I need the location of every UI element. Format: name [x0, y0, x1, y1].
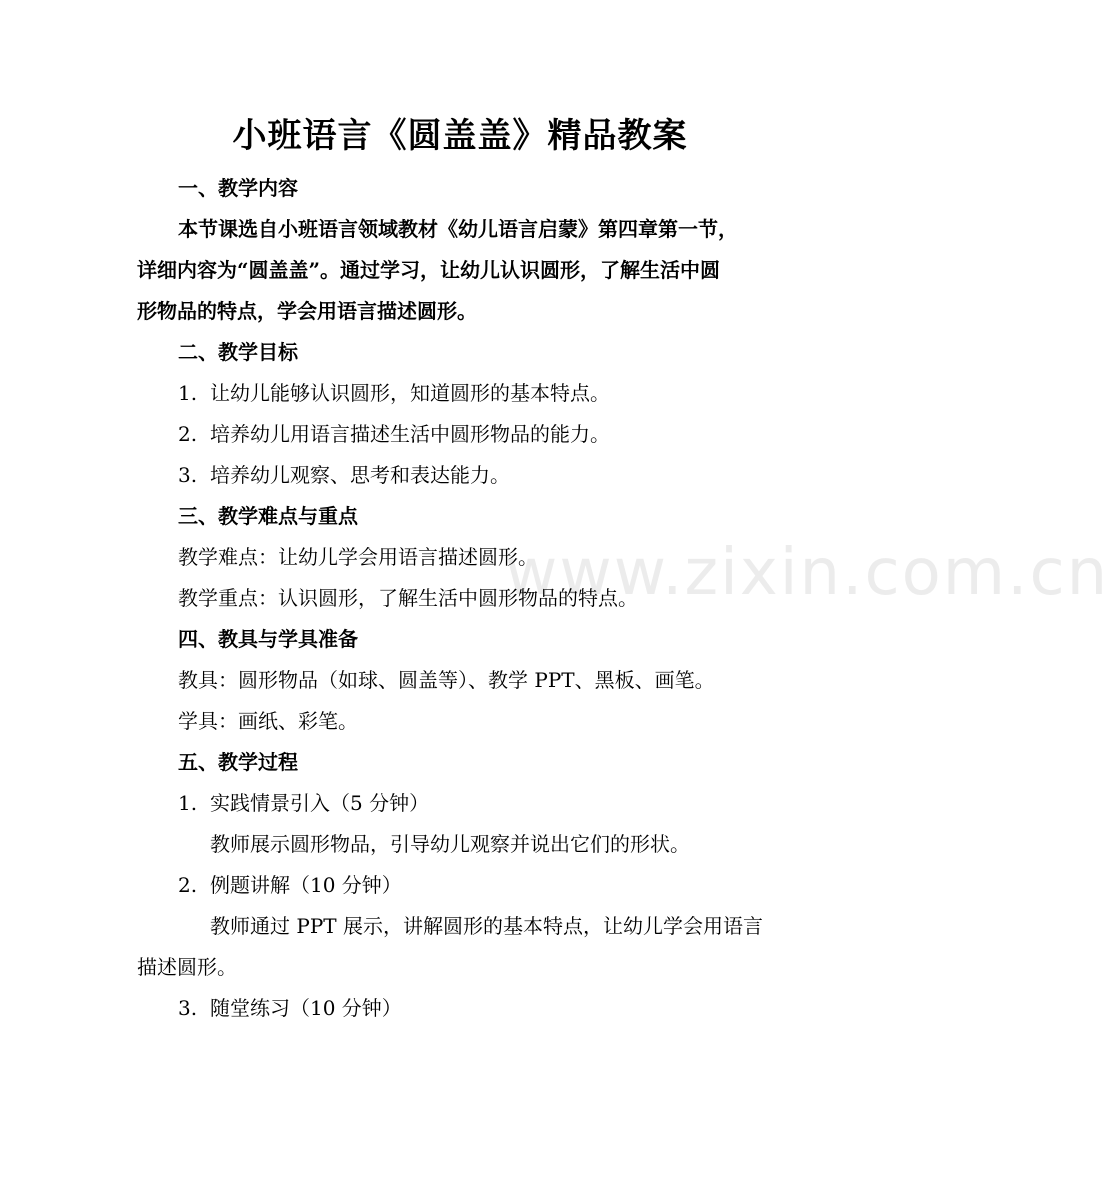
- goal-item: [178, 420, 610, 448]
- step-1-description: 教师展示圆形物品，引导幼儿观察并说出它们的形状。: [210, 832, 690, 856]
- watermark: www.zixin.com.cn: [505, 536, 1109, 610]
- goal-item: [178, 379, 610, 407]
- teacher-tools: 教具：圆形物品（如球、圆盖等）、教学 PPT、黑板、画笔。: [178, 668, 715, 692]
- goal-text: 让幼儿能够认识圆形，知道圆形的基本特点。: [210, 381, 610, 405]
- step-title: 例题讲解（10 分钟）: [210, 873, 402, 897]
- section-2-heading: 二、教学目标: [178, 340, 298, 364]
- section-1-paragraph-line-1: 本节课选自小班语言领域教材《幼儿语言启蒙》第四章第一节，: [178, 217, 738, 241]
- section-1-paragraph-line-3: 形物品的特点，学会用语言描述圆形。: [137, 299, 477, 323]
- goal-number: 3.: [178, 463, 198, 487]
- section-5-heading: 五、教学过程: [178, 750, 298, 774]
- goal-item: [178, 461, 510, 489]
- step-2-description-line-1: 教师通过 PPT 展示，讲解圆形的基本特点，让幼儿学会用语言: [210, 914, 763, 938]
- step-number: 2.: [178, 873, 198, 897]
- goal-text: 培养幼儿观察、思考和表达能力。: [210, 463, 510, 487]
- teaching-difficulty: 教学难点：让幼儿学会用语言描述圆形。: [178, 545, 538, 569]
- goal-text: 培养幼儿用语言描述生活中圆形物品的能力。: [210, 422, 610, 446]
- student-tools: 学具：画纸、彩笔。: [178, 709, 358, 733]
- process-step: [178, 871, 402, 899]
- process-step: [178, 994, 402, 1022]
- section-1-paragraph-line-2: 详细内容为“圆盖盖”。通过学习，让幼儿认识圆形，了解生活中圆: [137, 258, 721, 282]
- section-4-heading: 四、教具与学具准备: [178, 627, 358, 651]
- section-3-heading: 三、教学难点与重点: [178, 504, 358, 528]
- process-step: [178, 789, 429, 817]
- step-number: 3.: [178, 996, 198, 1020]
- document-title: 小班语言《圆盖盖》精品教案: [232, 116, 688, 156]
- step-title: 实践情景引入（5 分钟）: [210, 791, 430, 815]
- step-number: 1.: [178, 791, 198, 815]
- step-2-description-line-2: 描述圆形。: [137, 955, 237, 979]
- step-title: 随堂练习（10 分钟）: [210, 996, 402, 1020]
- section-1-heading: 一、教学内容: [178, 176, 298, 200]
- goal-number: 2.: [178, 422, 198, 446]
- teaching-key-point: 教学重点：认识圆形，了解生活中圆形物品的特点。: [178, 586, 638, 610]
- goal-number: 1.: [178, 381, 198, 405]
